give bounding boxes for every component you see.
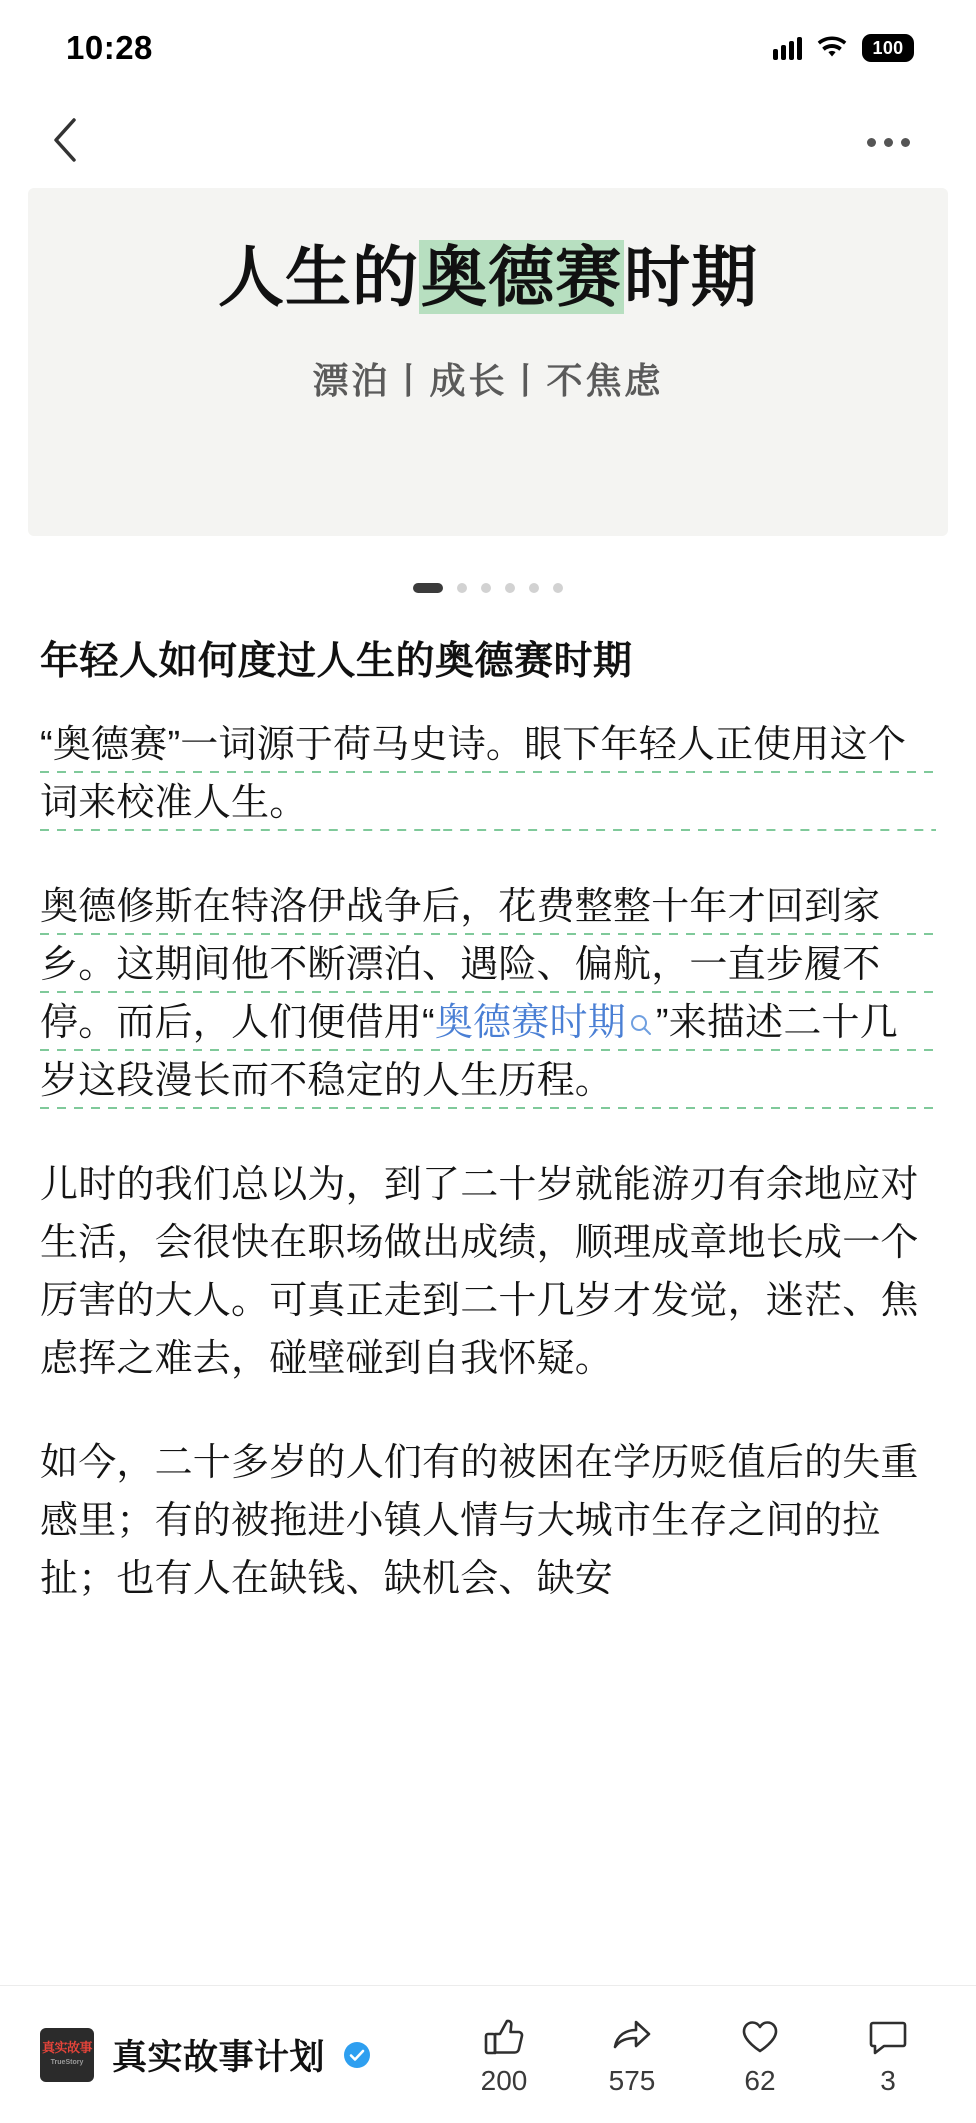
engagement-actions xyxy=(466,2013,940,2097)
share-button[interactable] xyxy=(594,2013,670,2097)
page-dot-5[interactable] xyxy=(529,583,539,593)
cellular-signal-icon xyxy=(773,36,802,60)
avatar[interactable] xyxy=(40,2028,94,2082)
back-chevron-icon xyxy=(48,116,82,164)
comment-button[interactable] xyxy=(850,2013,926,2097)
odyssey-period-link[interactable]: 奥德赛时期 xyxy=(434,1002,626,1044)
article-paragraph-1[interactable]: “奥德赛”一词源于荷马史诗。眼下年轻人正使用这个词来校准人生。 xyxy=(40,716,936,832)
page-dot-4[interactable] xyxy=(505,583,515,593)
page-dot-2[interactable] xyxy=(457,583,467,593)
article-paragraph-4[interactable]: 如今，二十多岁的人们有的被困在学历贬值后的失重感里；有的被拖进小镇人情与大城市生存之间的拉扯；也有人在缺钱、缺机会、缺安 xyxy=(40,1442,919,1600)
avatar-label: 真实故事 xyxy=(41,2039,92,2055)
content-fade-overlay xyxy=(0,1925,976,1985)
favorite-count: 62 xyxy=(744,2064,776,2096)
article-paragraph-3[interactable]: 儿时的我们总以为，到了二十岁就能游刃有余地应对生活，会很快在职场做出成绩，顺理成章地长成一个厉害的大人。可真正走到二十几岁才发觉，迷茫、焦虑挥之难去，碰壁碰到自我怀疑。 xyxy=(40,1164,919,1380)
page-indicator[interactable] xyxy=(0,578,976,598)
like-button[interactable] xyxy=(466,2013,542,2097)
bottom-action-bar xyxy=(0,1985,976,2123)
share-icon xyxy=(609,2013,655,2059)
article-body xyxy=(0,630,976,1608)
like-count: 200 xyxy=(480,2064,528,2096)
verified-badge-icon xyxy=(343,2041,371,2069)
status-bar xyxy=(0,0,976,96)
hero-title-suffix: 时期 xyxy=(624,240,758,314)
page-dot-6[interactable] xyxy=(553,583,563,593)
status-time: 10:28 xyxy=(66,29,153,66)
page-dot-1[interactable] xyxy=(413,583,443,593)
share-count: 575 xyxy=(608,2064,656,2096)
comment-count: 3 xyxy=(880,2064,896,2096)
navigation-bar xyxy=(0,96,976,188)
hero-title-highlight: 奥德赛 xyxy=(421,240,622,314)
paragraph-2-text-start: 奥德修斯在特洛伊战争后，花费整整十年才回到家乡。这期间他不断漂泊、遇险、偏航，一直步履不停。而后，人们便借用“ xyxy=(40,886,881,1044)
more-options-icon[interactable] xyxy=(863,128,914,157)
account-link[interactable] xyxy=(40,2028,466,2082)
thumbs-up-icon xyxy=(481,2013,527,2059)
article-heading: 年轻人如何度过人生的奥德赛时期 xyxy=(40,640,633,683)
hero-title-prefix: 人生的 xyxy=(218,240,419,314)
battery-indicator: 100 xyxy=(862,34,914,62)
favorite-button[interactable] xyxy=(722,2013,798,2097)
hero-subtitle: 漂泊丨成长丨不焦虑 xyxy=(312,360,664,401)
hero-title xyxy=(218,224,758,319)
search-icon[interactable] xyxy=(628,1012,654,1038)
comment-icon xyxy=(865,2013,911,2059)
account-name: 真实故事计划 xyxy=(112,2037,326,2077)
avatar-sublabel: TrueStory xyxy=(50,2058,84,2066)
hero-card[interactable] xyxy=(28,188,948,536)
paragraph-2-text-end: ”来描述二十几岁这段漫长而不稳定的人生历程。 xyxy=(40,1002,898,1102)
article-paragraph-2[interactable] xyxy=(40,878,936,1110)
page-dot-3[interactable] xyxy=(481,583,491,593)
wifi-icon xyxy=(816,36,848,60)
back-button[interactable] xyxy=(48,116,82,169)
status-indicators xyxy=(773,34,914,62)
heart-icon xyxy=(737,2013,783,2059)
